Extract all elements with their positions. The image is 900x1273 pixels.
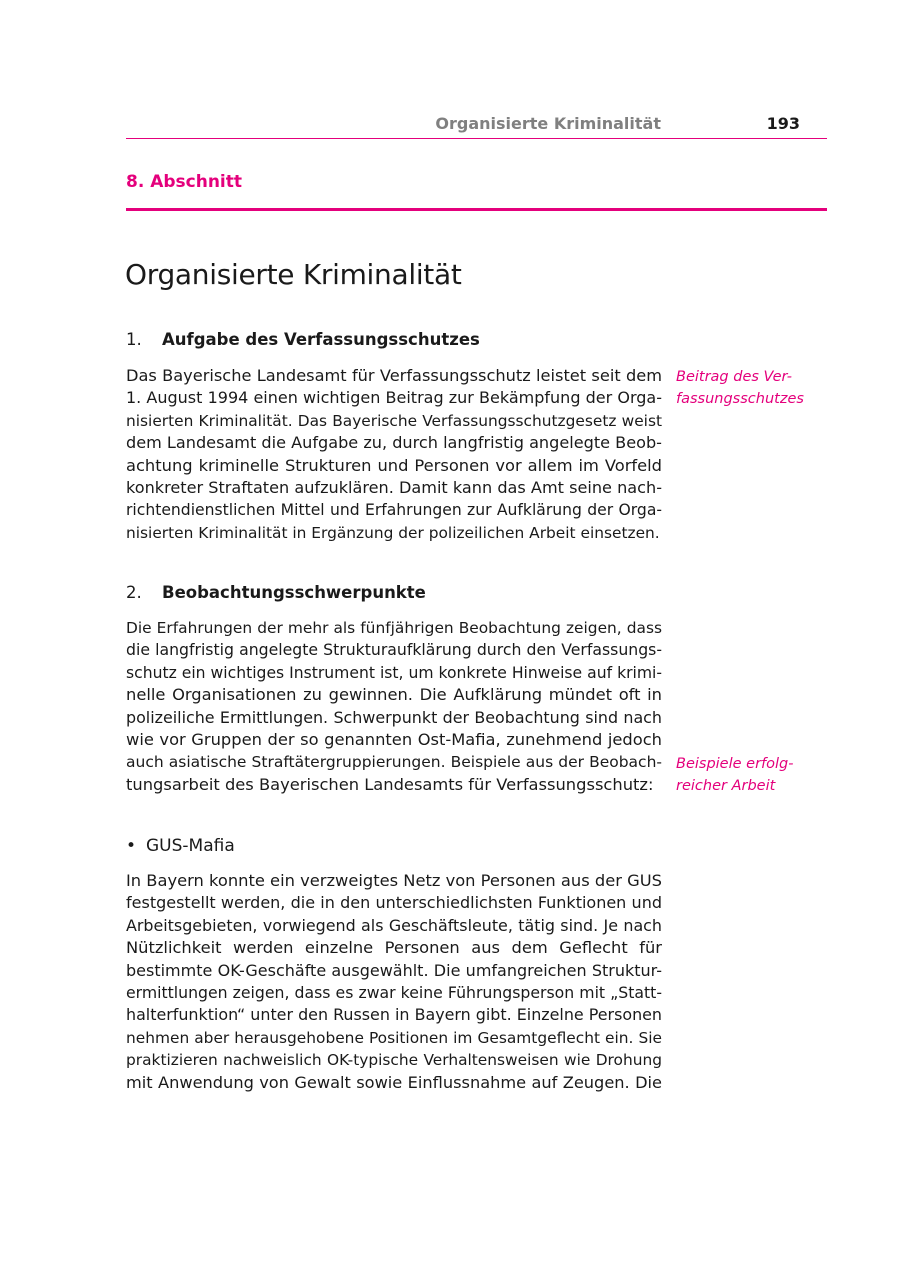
running-title: Organisierte Kriminalität: [435, 114, 661, 133]
paragraph-line: tungsarbeit des Bayerischen Landesamts für Verfassungsschutz:: [126, 774, 654, 794]
section-2-paragraph: [126, 617, 662, 796]
margin-note-1: [676, 366, 836, 410]
margin-note-2: [676, 753, 836, 797]
section-label: 8. Abschnitt: [126, 172, 243, 192]
paragraph-line: nehmen aber herausgehobene Positionen im Gesamtgeflecht ein. Sie: [126, 1028, 662, 1047]
paragraph-line: festgestellt werden, die in den unterschiedlichsten Funktionen und: [126, 893, 662, 913]
paragraph-line: Die Erfahrungen der mehr als fünfjährigen Beobachtung zeigen, dass: [126, 619, 662, 637]
section-1-title: Aufgabe des Verfassungsschutzes: [162, 330, 480, 349]
margin-note-line: reicher Arbeit: [676, 778, 776, 794]
paragraph-line: achtung kriminelle Strukturen und Personen vor allem im Vorfeld: [126, 455, 662, 475]
paragraph-line: nelle Organisationen zu gewinnen. Die Aufklärung mündet oft in: [126, 685, 662, 705]
bullet-title: GUS-Mafia: [146, 836, 235, 856]
paragraph-line: nisierten Kriminalität. Das Bayerische Verfassungsschutzgesetz weist: [126, 411, 662, 430]
margin-note-line: Beitrag des Ver-: [676, 369, 792, 385]
paragraph-line: In Bayern konnte ein verzweigtes Netz von Personen aus der GUS: [126, 871, 662, 890]
section-1-heading: [126, 330, 480, 349]
bullet-heading: [126, 836, 235, 856]
paragraph-line: 1. August 1994 einen wichtigen Beitrag zur Bekämpfung der Orga-: [126, 388, 662, 408]
paragraph-line: bestimmte OK-Geschäfte ausgewählt. Die umfangreichen Struktur-: [126, 960, 662, 980]
paragraph-line: dem Landesamt die Aufgabe zu, durch langfristig angelegte Beob-: [126, 433, 662, 453]
paragraph-line: mit Anwendung von Gewalt sowie Einflussnahme auf Zeugen. Die: [126, 1072, 662, 1092]
paragraph-line: nisierten Kriminalität in Ergänzung der polizeilichen Arbeit einsetzen.: [126, 523, 660, 542]
section-2-number: 2.: [126, 583, 142, 602]
paragraph-line: Das Bayerische Landesamt für Verfassungsschutz leistet seit dem: [126, 366, 662, 385]
paragraph-line: richtendienstlichen Mittel und Erfahrungen zur Aufklärung der Orga-: [126, 501, 662, 520]
running-header: [126, 112, 827, 139]
paragraph-line: praktizieren nachweislich OK-typische Verhaltensweisen wie Drohung: [126, 1051, 662, 1070]
section-1-paragraph: [126, 365, 662, 544]
paragraph-line: auch asiatische Straftätergruppierungen. Beispiele aus der Beobach-: [126, 753, 662, 772]
margin-note-line: Beispiele erfolg-: [676, 756, 794, 772]
paragraph-line: halterfunktion“ unter den Russen in Bayern gibt. Einzelne Personen: [126, 1005, 662, 1025]
section-2-title: Beobachtungsschwerpunkte: [162, 583, 426, 602]
section-2-heading: [126, 583, 426, 602]
paragraph-line: ermittlungen zeigen, dass es zwar keine Führungsperson mit „Statt-: [126, 982, 662, 1002]
paragraph-line: Arbeitsgebieten, vorwiegend als Geschäftsleute, tätig sind. Je nach: [126, 915, 662, 935]
page-number: 193: [766, 114, 800, 133]
section-1-number: 1.: [126, 330, 142, 349]
bullet-paragraph: [126, 870, 662, 1094]
margin-note-line: fassungsschutzes: [676, 391, 804, 407]
paragraph-line: konkreter Straftaten aufzuklären. Damit kann das Amt seine nach-: [126, 477, 662, 497]
paragraph-line: polizeiliche Ermittlungen. Schwerpunkt der Beobachtung sind nach: [126, 707, 662, 727]
paragraph-line: die langfristig angelegte Strukturaufklärung durch den Verfassungs-: [126, 640, 662, 660]
paragraph-line: Nützlichkeit werden einzelne Personen aus dem Geflecht für: [126, 938, 662, 958]
bullet-marker: •: [126, 836, 137, 856]
section-rule: [126, 208, 827, 211]
chapter-title: Organisierte Kriminalität: [125, 258, 462, 291]
paragraph-line: schutz ein wichtiges Instrument ist, um konkrete Hinweise auf krimi-: [126, 663, 662, 682]
paragraph-line: wie vor Gruppen der so genannten Ost-Mafia, zunehmend jedoch: [126, 729, 662, 749]
